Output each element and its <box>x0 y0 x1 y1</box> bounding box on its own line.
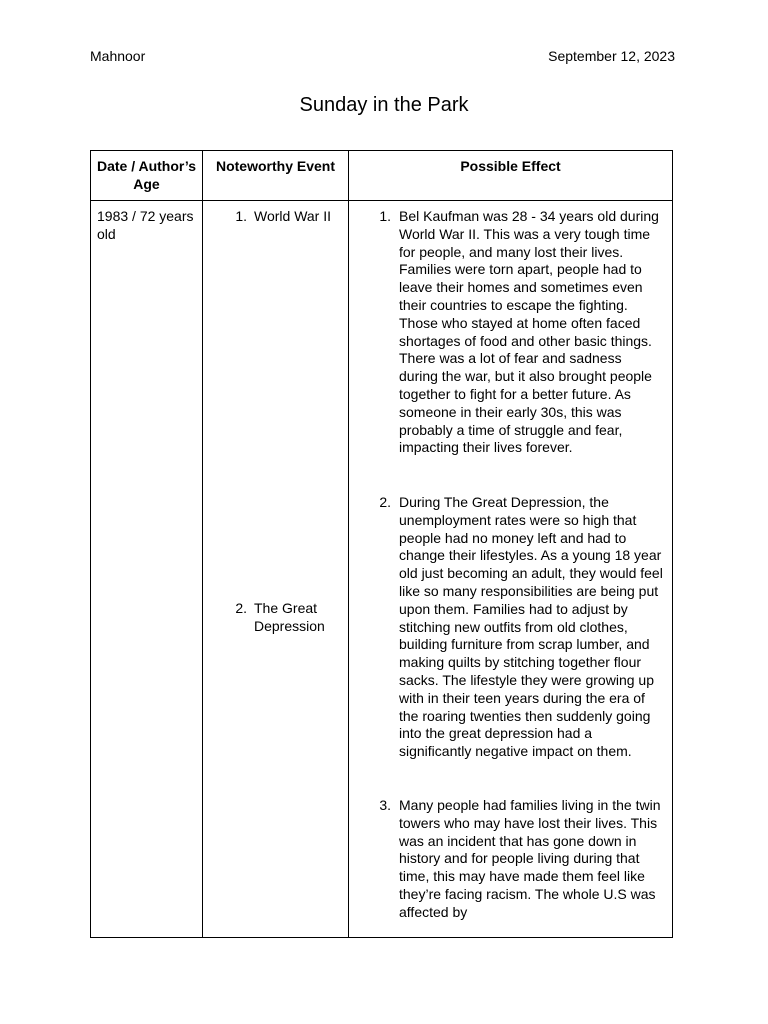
table-header-row <box>91 151 673 201</box>
effect-number: 3. <box>379 797 391 813</box>
effect-number: 1. <box>379 208 391 224</box>
date-age-cell: 1983 / 72 years old <box>91 201 203 938</box>
events-cell <box>203 201 349 938</box>
event-number: 2. <box>235 600 247 616</box>
author-name: Mahnoor <box>90 48 146 64</box>
effect-text: During The Great Depression, the unemployment rates were so high that people had no money left and had to change their lifestyles. As a young 18 year old just becoming an adult, they would feel like so many responsibilities are being put upon them. Families had to adjust by stitching new outfits from old clothes, building furniture from scrap lumber, and making quilts by stitching together flour sacks. The lifestyle they were growing up with in their teen years during the era of the roaring twenties then suddenly going into the great depression had a significantly negative impact on them. <box>399 494 663 760</box>
event-text: The Great Depression <box>254 600 325 634</box>
document-title: Sunday in the Park <box>299 94 469 116</box>
event-text: World War II <box>254 208 332 224</box>
effect-number: 2. <box>379 494 391 510</box>
column-header-date-age: Date / Author’s Age <box>91 151 203 201</box>
events-table <box>90 150 673 938</box>
effects-cell <box>349 201 673 938</box>
event-number: 1. <box>235 208 247 224</box>
table-row <box>91 201 673 938</box>
effect-text: Bel Kaufman was 28 - 34 years old during World War II. This was a very tough time for people, and many lost their lives. Families were torn apart, people had to leave their homes and sometimes even their countries to escape the fighting. Those who stayed at home often faced shortages of food and other basic things. There was a lot of fear and sadness during the war, but it also brought people together to fight for a better future. As someone in their early 30s, this was probably a time of struggle and fear, impacting their lives forever. <box>399 208 659 456</box>
document-date: September 12, 2023 <box>548 48 675 64</box>
column-header-event: Noteworthy Event <box>203 151 349 201</box>
column-header-effect: Possible Effect <box>349 151 673 201</box>
effect-text: Many people had families living in the twin towers who may have lost their lives. This was an incident that has gone down in history and for people living during that time, this may have made them feel like they’re facing racism. The whole U.S was affected by <box>399 797 661 920</box>
